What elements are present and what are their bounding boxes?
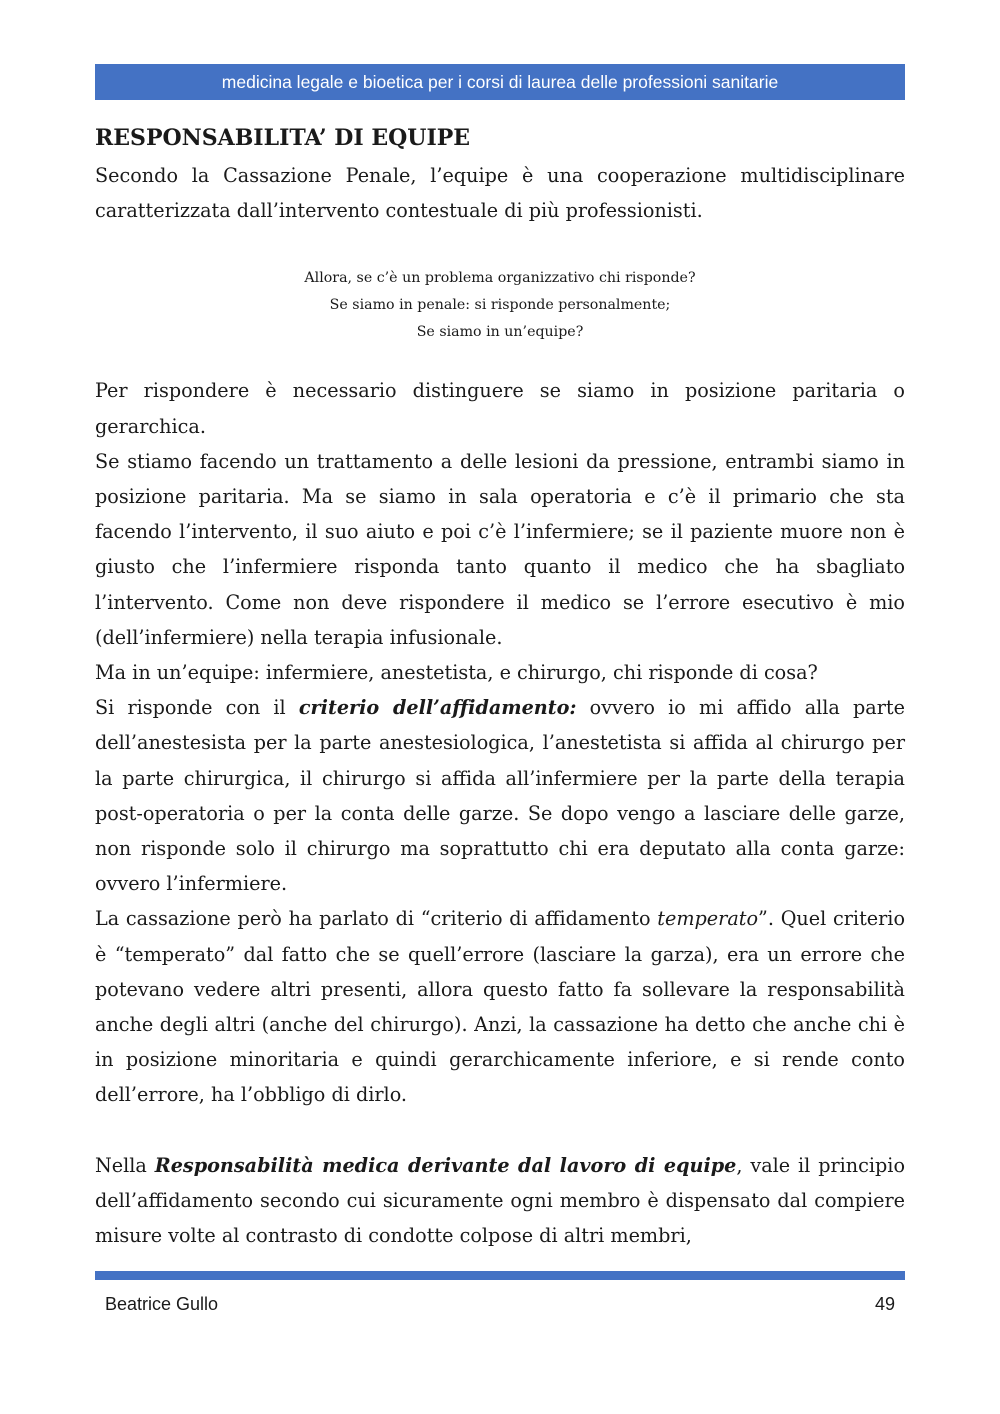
text-run: ovvero io mi affido alla parte dell’anestesista per la parte anestesiologica, l’anestetista si affida al chirurgo per la parte chirurgica, il chirurgo si affida all’infermiere per la parte della terapia post-operatoria o per la conta delle garze. Se dopo vengo a lasciare delle garze, non risponde solo il chirurgo ma soprattutto chi era deputato alla conta garze: ovvero l’infermiere. <box>95 696 905 896</box>
running-header-text: medicina legale e bioetica per i corsi di laurea delle professioni sanitarie <box>221 71 779 92</box>
text-run: Si risponde con il <box>95 696 299 720</box>
emphasis-term: Responsabilità medica derivante dal lavoro di equipe <box>154 1153 737 1177</box>
page-number: 49 <box>874 1294 895 1314</box>
intro-paragraph: Secondo la Cassazione Penale, l’equipe è una cooperazione multidisciplinare caratterizzata dall’intervento contestuale di più professionisti. <box>95 164 905 223</box>
spacer <box>95 1113 905 1148</box>
footer-rule <box>95 1271 905 1280</box>
body-paragraph: Se stiamo facendo un trattamento a delle lesioni da pressione, entrambi siamo in posizione paritaria. Ma se siamo in sala operatoria e c’è il primario che sta facendo l’intervento, il suo aiuto e poi c’è l’infermiere; se il paziente muore non è giusto che l’infermiere risponda tanto quanto il medico che ha sbagliato l’intervento. Come non deve rispondere il medico se l’errore esecutivo è mio (dell’infermiere) nella terapia infusionale. <box>95 449 905 649</box>
body-paragraph <box>95 690 905 901</box>
section-title: RESPONSABILITA’ DI EQUIPE <box>95 125 471 151</box>
emphasis-term: temperato <box>657 907 759 931</box>
body-paragraph <box>95 901 905 1112</box>
spacer <box>95 346 905 373</box>
emphasis-term: criterio dell’affidamento: <box>298 696 577 720</box>
body-paragraph: Ma in un’equipe: infermiere, anestetista, e chirurgo, chi risponde di cosa? <box>95 661 818 685</box>
quote-line: Allora, se c’è un problema organizzativo chi risponde? <box>304 270 696 287</box>
running-header <box>95 64 905 100</box>
spacer <box>95 228 905 265</box>
body-paragraph: Per rispondere è necessario distinguere se siamo in posizione paritaria o gerarchica. <box>95 379 905 438</box>
text-run: ”. Quel criterio è “temperato” dal fatto che se quell’errore (lasciare la garza), era un errore che potevano vedere altri presenti, allora questo fatto fa sollevare la responsabilità anche degli altri (anche del chirurgo). Anzi, la cassazione ha detto che anche chi è in posizione minoritaria e quindi gerarchicamente inferiore, e si rende conto dell’errore, ha l’obbligo di dirlo. <box>95 907 905 1107</box>
text-run: Nella <box>95 1153 155 1177</box>
quote-line: Se siamo in un’equipe? <box>416 324 584 341</box>
footer-author: Beatrice Gullo <box>105 1294 219 1314</box>
quote-block <box>95 265 905 346</box>
quote-line: Se siamo in penale: si risponde personalmente; <box>329 297 671 314</box>
page-content <box>95 118 905 1253</box>
text-run: , vale il principio dell’affidamento secondo cui sicuramente ogni membro è dispensato dal compiere misure volte al contrasto di condotte colpose di altri membri, <box>95 1153 905 1248</box>
text-run: La cassazione però ha parlato di “criterio di affidamento <box>95 907 658 931</box>
body-paragraph <box>95 1148 905 1254</box>
